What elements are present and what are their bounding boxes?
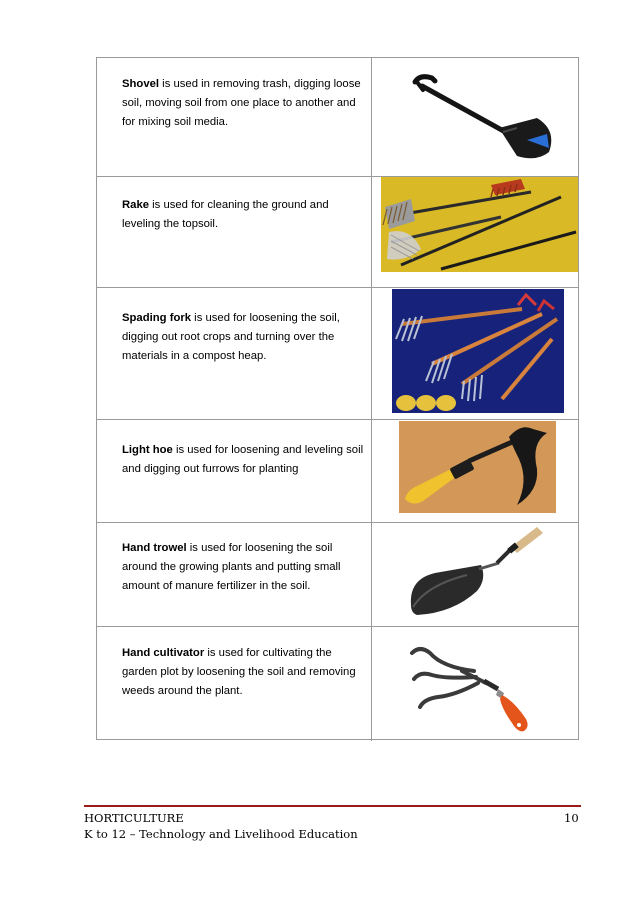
shovel-image	[387, 68, 567, 168]
tool-description	[122, 539, 368, 596]
tool-description-text: is used in removing trash, digging loose soil, moving soil from one place to another and for mixing soil media.	[122, 78, 361, 128]
tool-row-rake	[97, 176, 578, 287]
tool-description-text: is used for loosening the soil around the growing plants and putting small amount of manure fertilizer in the soil.	[122, 542, 341, 592]
tool-image-cell	[372, 177, 578, 287]
rake-image	[381, 177, 578, 272]
tools-table	[96, 57, 579, 740]
tool-name: Hand cultivator	[122, 647, 205, 659]
tool-row-shovel	[97, 58, 578, 176]
tool-row-hand-trowel	[97, 522, 578, 626]
tool-description	[122, 309, 368, 366]
tool-description-cell	[97, 177, 372, 287]
tool-description	[122, 441, 368, 479]
tool-description-cell	[97, 523, 372, 626]
hand-cultivator-image	[402, 631, 552, 739]
spading-fork-image	[392, 289, 564, 413]
footer-rule	[84, 805, 581, 807]
tool-description	[122, 196, 368, 234]
tool-name: Hand trowel	[122, 542, 187, 554]
tool-image-cell	[372, 288, 578, 419]
tool-description-cell	[97, 58, 372, 176]
tool-row-light-hoe	[97, 419, 578, 522]
tool-description-text: is used for loosening the soil, digging out root crops and turning over the materials in a compost heap.	[122, 312, 340, 362]
tool-description	[122, 75, 368, 132]
tool-description	[122, 644, 368, 701]
hand-trowel-image	[407, 525, 547, 619]
tool-description-text: is used for loosening and leveling soil and digging out furrows for planting	[122, 444, 364, 475]
tool-description-text: is used for cultivating the garden plot by loosening the soil and removing weeds around the plant.	[122, 647, 356, 697]
footer-subtitle: K to 12 – Technology and Livelihood Education	[84, 827, 358, 841]
tool-description-cell	[97, 420, 372, 522]
tool-name: Spading fork	[122, 312, 192, 324]
tool-image-cell	[372, 58, 578, 176]
tool-description-text: is used for cleaning the ground and leveling the topsoil.	[122, 199, 329, 230]
page-number: 10	[564, 811, 579, 825]
tool-row-spading-fork	[97, 287, 578, 419]
tool-name: Rake	[122, 199, 150, 211]
tool-image-cell	[372, 523, 578, 626]
tool-image-cell	[372, 627, 578, 741]
light-hoe-image	[399, 421, 556, 513]
tool-row-hand-cultivator	[97, 626, 578, 741]
footer-title: HORTICULTURE	[84, 811, 184, 825]
tool-description-cell	[97, 288, 372, 419]
tool-image-cell	[372, 420, 578, 522]
tool-description-cell	[97, 627, 372, 741]
tool-name: Shovel	[122, 78, 160, 90]
tool-name: Light hoe	[122, 444, 173, 456]
